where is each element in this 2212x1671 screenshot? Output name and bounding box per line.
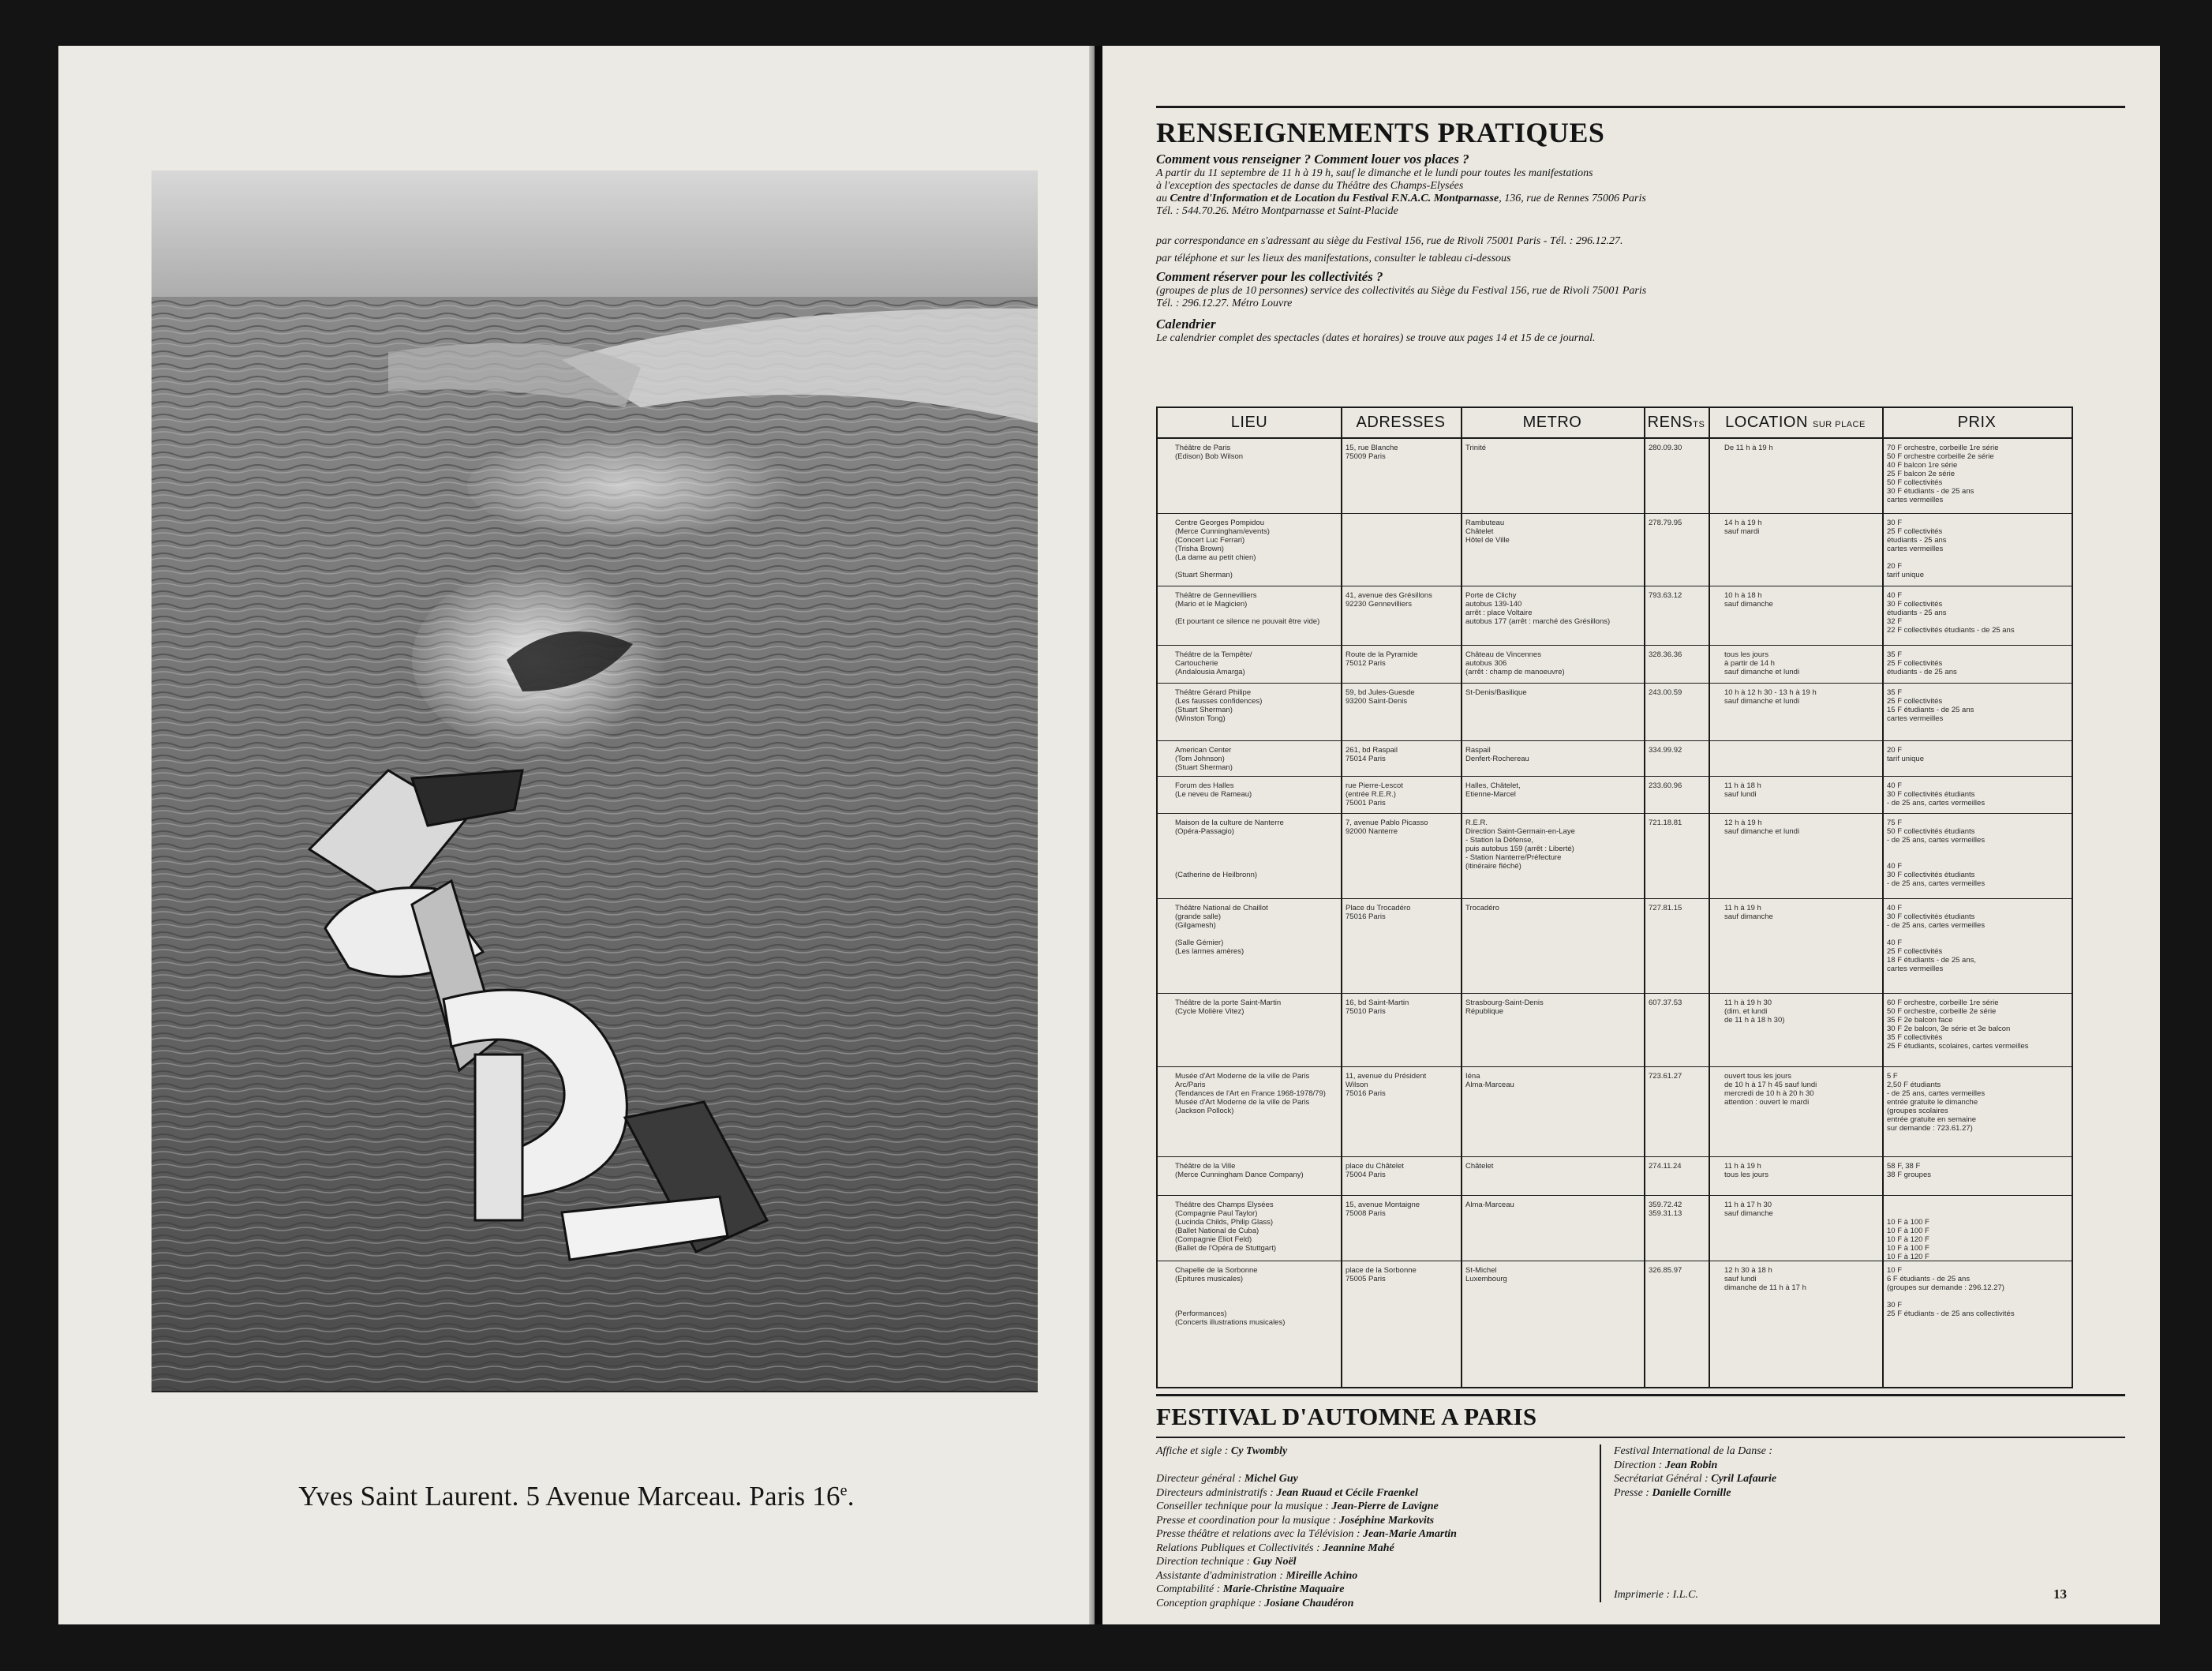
cell-rens: 359.72.42 359.31.13	[1649, 1201, 1682, 1218]
table-row	[1158, 1157, 2072, 1196]
cell-metro: Alma-Marceau	[1465, 1201, 1514, 1209]
cell-adresse: 16, bd Saint-Martin 75010 Paris	[1346, 998, 1409, 1016]
credit-role: Presse :	[1614, 1486, 1652, 1499]
cell-prix: 58 F, 38 F 38 F groupes	[1887, 1162, 1931, 1179]
credit-line	[1156, 1444, 1598, 1459]
cell-prix: 30 F 25 F collectivités étudiants - 25 ans cartes vermeilles 20 F tarif unique	[1887, 519, 1947, 579]
column-header-rens	[1644, 408, 1709, 439]
cell-location: 10 h à 18 h sauf dimanche	[1724, 591, 1773, 609]
cell-lieu: Théâtre des Champs Elysées (Compagnie Paul Taylor) (Lucinda Childs, Philip Glass) (Ballet National de Cuba) (Compagnie Eliot Feld) (Ballet de l'Opéra de Stuttgart)	[1175, 1201, 1277, 1253]
info-line: A partir du 11 septembre de 11 h à 19 h, sauf le dimanche et le lundi pour toutes les manifestations	[1156, 167, 1593, 179]
info-fnac-center: Centre d'Information et de Location du Festival F.N.A.C. Montparnasse	[1170, 193, 1499, 204]
cell-rens: 243.00.59	[1649, 688, 1682, 697]
cell-adresse: 261, bd Raspail 75014 Paris	[1346, 746, 1398, 763]
cell-prix: 20 F tarif unique	[1887, 746, 1925, 763]
table-row	[1158, 439, 2072, 514]
table-row	[1158, 646, 2072, 684]
credit-line	[1156, 1569, 1598, 1583]
table-row	[1158, 777, 2072, 814]
cell-adresse: rue Pierre-Lescot (entrée R.E.R.) 75001 Paris	[1346, 781, 1403, 807]
cell-location: 11 h à 17 h 30 sauf dimanche	[1724, 1201, 1773, 1218]
cell-rens: 723.61.27	[1649, 1072, 1682, 1081]
info-fragment: au	[1156, 193, 1170, 204]
credit-name: Jeannine Mahé	[1323, 1542, 1394, 1554]
column-header-metro: METRO	[1461, 408, 1644, 439]
credit-name: Jean Ruaud et Cécile Fraenkel	[1276, 1486, 1418, 1499]
cell-metro: Porte de Clichy autobus 139-140 arrêt : place Voltaire autobus 177 (arrêt : marché des Grésillons)	[1465, 591, 1611, 626]
ad-caption-text: Yves Saint Laurent. 5 Avenue Marceau. Paris 16	[298, 1481, 840, 1512]
table-row	[1158, 586, 2072, 646]
credit-line	[1614, 1444, 2087, 1459]
cell-metro: Iéna Alma-Marceau	[1465, 1072, 1514, 1089]
cell-prix: 60 F orchestre, corbeille 1re série 50 F orchestre, corbeille 2e série 35 F 2e balcon face 30 F 2e balcon, 3e série et 3e balcon 35 F collectivités 25 F étudiants, scolaires, cartes vermeilles	[1887, 998, 2029, 1051]
credit-name: Josiane Chaudéron	[1264, 1597, 1354, 1609]
cell-metro: Châtelet	[1465, 1162, 1494, 1171]
cell-rens: 328.36.36	[1649, 650, 1682, 659]
cell-metro: Rambuteau Châtelet Hôtel de Ville	[1465, 519, 1510, 545]
cell-prix: 75 F 50 F collectivités étudiants - de 25 ans, cartes vermeilles 40 F 30 F collectivités étudiants - de 25 ans, cartes vermeilles	[1887, 819, 1986, 888]
cell-location: 11 h à 18 h sauf lundi	[1724, 781, 1761, 799]
page-title: RENSEIGNEMENTS PRATIQUES	[1156, 117, 1605, 148]
festival-header	[1156, 1394, 2125, 1431]
cell-lieu: Théâtre de la porte Saint-Martin (Cycle Molière Vitez)	[1175, 998, 1282, 1016]
cell-adresse: Route de la Pyramide 75012 Paris	[1346, 650, 1418, 668]
cell-rens: 278.79.95	[1649, 519, 1682, 527]
credit-line	[1156, 1555, 1598, 1569]
credit-line	[1156, 1597, 1598, 1611]
info-question-2: Comment réserver pour les collectivités ?	[1156, 269, 1383, 284]
table-row	[1158, 1261, 2072, 1338]
cell-prix: 35 F 25 F collectivités étudiants - de 25 ans	[1887, 650, 1957, 676]
credit-line	[1156, 1542, 1598, 1556]
credit-name: Jean Robin	[1664, 1459, 1718, 1471]
cell-rens: 326.85.97	[1649, 1266, 1682, 1275]
cell-lieu: American Center (Tom Johnson) (Stuart Sherman)	[1175, 746, 1233, 772]
cell-location: 11 h à 19 h tous les jours	[1724, 1162, 1768, 1179]
cell-metro: Strasbourg-Saint-Denis République	[1465, 998, 1544, 1016]
credit-role: Conception graphique :	[1156, 1597, 1265, 1609]
cell-metro: Raspail Denfert-Rochereau	[1465, 746, 1529, 763]
cell-adresse: 11, avenue du Président Wilson 75016 Paris	[1346, 1072, 1427, 1098]
credit-role: Direction :	[1614, 1459, 1665, 1471]
credit-role: Festival International de la Danse :	[1614, 1445, 1773, 1457]
cell-adresse: 59, bd Jules-Guesde 93200 Saint-Denis	[1346, 688, 1415, 706]
info-question-1: Comment vous renseigner ? Comment louer vos places ?	[1156, 152, 1469, 167]
table-row	[1158, 741, 2072, 777]
column-header-lieu: LIEU	[1158, 408, 1341, 439]
credit-role: Presse et coordination pour la musique :	[1156, 1514, 1339, 1527]
cell-adresse: 41, avenue des Grésillons 92230 Gennevilliers	[1346, 591, 1432, 609]
cell-metro: R.E.R. Direction Saint-Germain-en-Laye - Station la Défense, puis autobus 159 (arrêt : Liberté) - Station Nanterre/Préfecture (itinéraire fléché)	[1465, 819, 1575, 871]
credit-name: Marie-Christine Maquaire	[1222, 1583, 1345, 1595]
cell-rens: 607.37.53	[1649, 998, 1682, 1007]
cell-prix: 40 F 30 F collectivités étudiants - 25 ans 32 F 22 F collectivités étudiants - de 25 ans	[1887, 591, 2015, 635]
credit-line	[1156, 1583, 1598, 1597]
info-how-to-book	[1156, 153, 2135, 218]
venue-table	[1156, 407, 2073, 1388]
info-calendar	[1156, 318, 2135, 345]
credit-role: Affiche et sigle :	[1156, 1445, 1231, 1457]
column-header-location	[1709, 408, 1882, 439]
rens-label: RENS	[1647, 414, 1694, 431]
info-fragment: , 136, rue de Rennes 75006 Paris	[1499, 193, 1646, 204]
cell-lieu: Forum des Halles (Le neveu de Rameau)	[1175, 781, 1252, 799]
credit-name: Guy Noël	[1252, 1556, 1297, 1568]
cell-metro: Halles, Châtelet, Etienne-Marcel	[1465, 781, 1521, 799]
cell-prix: 10 F à 100 F 10 F à 100 F 10 F à 120 F 10 F à 100 F 10 F à 120 F	[1887, 1218, 1929, 1261]
table-row	[1158, 814, 2072, 899]
credit-role: Comptabilité :	[1156, 1583, 1223, 1595]
cell-lieu: Théâtre Gérard Philipe (Les fausses confidences) (Stuart Sherman) (Winston Tong)	[1175, 688, 1263, 723]
cell-adresse: 7, avenue Pablo Picasso 92000 Nanterre	[1346, 819, 1428, 836]
credit-role: Secrétariat Général :	[1614, 1473, 1712, 1485]
info-line: Tél. : 296.12.27. Métro Louvre	[1156, 298, 1293, 309]
printer-line: Imprimerie : I.L.C.	[1614, 1589, 1698, 1601]
ad-caption-superscript: e	[840, 1482, 848, 1500]
credit-line	[1156, 1514, 1598, 1528]
cell-prix: 5 F 2,50 F étudiants - de 25 ans, cartes vermeilles entrée gratuite le dimanche (groupes scolaires entrée gratuite en semaine sur demande : 723.61.27)	[1887, 1072, 1986, 1133]
rens-suffix: TS	[1693, 420, 1705, 429]
info-line	[1156, 193, 2135, 205]
cell-prix: 10 F 6 F étudiants - de 25 ans (groupes sur demande : 296.12.27) 30 F 25 F étudiants - de 25 ans collectivités	[1887, 1266, 2015, 1318]
info-line: à l'exception des spectacles de danse du Théâtre des Champs-Elysées	[1156, 180, 1464, 192]
ad-caption	[58, 1481, 1095, 1512]
cell-prix: 35 F 25 F collectivités 15 F étudiants - de 25 ans cartes vermeilles	[1887, 688, 1974, 723]
cell-rens: 727.81.15	[1649, 904, 1682, 912]
cell-prix: 70 F orchestre, corbeille 1re série 50 F orchestre corbeille 2e série 40 F balcon 1re série 25 F balcon 2e série 50 F collectivités 30 F étudiants - de 25 ans cartes vermeilles	[1887, 444, 1999, 504]
table-row	[1158, 994, 2072, 1067]
cell-location: 11 h à 19 h 30 (dim. et lundi de 11 h à 18 h 30)	[1724, 998, 1785, 1025]
cell-rens: 721.18.81	[1649, 819, 1682, 827]
credit-role: Direction technique :	[1156, 1556, 1253, 1568]
cell-location: tous les jours à partir de 14 h sauf dimanche et lundi	[1724, 650, 1800, 676]
info-line: Tél. : 544.70.26. Métro Montparnasse et Saint-Placide	[1156, 205, 1398, 217]
credits-left	[1156, 1444, 1598, 1610]
cell-prix: 40 F 30 F collectivités étudiants - de 25 ans, cartes vermeilles 40 F 25 F collectivités 18 F étudiants - de 25 ans, cartes vermeilles	[1887, 904, 1986, 973]
desert-sculpture-image	[152, 170, 1038, 1392]
cell-location: De 11 h à 19 h	[1724, 444, 1773, 452]
info-question-3: Calendrier	[1156, 317, 1216, 332]
cell-prix: 40 F 30 F collectivités étudiants - de 25 ans, cartes vermeilles	[1887, 781, 1986, 807]
info-correspondence	[1156, 235, 2135, 248]
page-number: 13	[2053, 1587, 2067, 1602]
cell-lieu: Théâtre de la Tempête/ Cartoucherie (Andalousia Amarga)	[1175, 650, 1252, 676]
info-line: par téléphone et sur les lieux des manifestations, consulter le tableau ci-dessous	[1156, 253, 1511, 264]
info-line: par correspondance en s'adressant au siège du Festival 156, rue de Rivoli 75001 Paris - Tél. : 296.12.27.	[1156, 235, 1623, 247]
credit-role: Conseiller technique pour la musique :	[1156, 1501, 1332, 1512]
credit-line	[1156, 1527, 1598, 1542]
info-line: Le calendrier complet des spectacles (dates et horaires) se trouve aux pages 14 et 15 de ce journal.	[1156, 332, 1596, 344]
cell-location: 14 h à 19 h sauf mardi	[1724, 519, 1762, 536]
cell-rens: 274.11.24	[1649, 1162, 1682, 1171]
festival-divider	[1156, 1437, 2125, 1438]
cell-adresse: place du Châtelet 75004 Paris	[1346, 1162, 1404, 1179]
cell-rens: 280.09.30	[1649, 444, 1682, 452]
location-suffix: SUR PLACE	[1812, 420, 1866, 429]
credit-line	[1614, 1459, 2087, 1473]
credit-line	[1614, 1472, 2087, 1486]
cell-metro: Trocadéro	[1465, 904, 1499, 912]
cell-lieu: Chapelle de la Sorbonne (Epitures musicales) (Performances) (Concerts illustrations musicales)	[1175, 1266, 1286, 1327]
credit-role: Presse théâtre et relations avec la Télévision :	[1156, 1528, 1364, 1540]
cell-location: ouvert tous les jours de 10 h à 17 h 45 sauf lundi mercredi de 10 h à 20 h 30 attention : ouvert le mardi	[1724, 1072, 1817, 1107]
cell-lieu: Maison de la culture de Nanterre (Opéra-Passagio) (Catherine de Heilbronn)	[1175, 819, 1284, 879]
cell-metro: Trinité	[1465, 444, 1487, 452]
credit-line	[1156, 1486, 1598, 1501]
cell-adresse: Place du Trocadéro 75016 Paris	[1346, 904, 1411, 921]
cell-adresse: place de la Sorbonne 75005 Paris	[1346, 1266, 1417, 1283]
cell-rens: 233.60.96	[1649, 781, 1682, 790]
cell-lieu: Théâtre de Gennevilliers (Mario et le Magicien) (Et pourtant ce silence ne pouvait être vide)	[1175, 591, 1320, 626]
location-label: LOCATION	[1725, 414, 1808, 431]
cell-lieu: Théâtre de Paris (Edison) Bob Wilson	[1175, 444, 1244, 461]
credit-line	[1156, 1500, 1598, 1514]
column-header-prix: PRIX	[1882, 408, 2072, 439]
credit-name: Jean-Marie Amartin	[1363, 1528, 1457, 1540]
cell-adresse: 15, rue Blanche 75009 Paris	[1346, 444, 1398, 461]
cell-lieu: Théâtre National de Chaillot (grande salle) (Gilgamesh) (Salle Gémier) (Les larmes amères)	[1175, 904, 1268, 956]
practical-header	[1156, 106, 2125, 149]
cell-metro: Château de Vincennes autobus 306 (arrêt : champ de manoeuvre)	[1465, 650, 1565, 676]
credit-name: Cyril Lafaurie	[1711, 1473, 1777, 1485]
cell-rens: 334.99.92	[1649, 746, 1682, 755]
cell-location: 12 h à 19 h sauf dimanche et lundi	[1724, 819, 1800, 836]
cell-adresse: 15, avenue Montaigne 75008 Paris	[1346, 1201, 1420, 1218]
cell-metro: St-Denis/Basilique	[1465, 688, 1527, 697]
cell-lieu: Musée d'Art Moderne de la ville de Paris Arc/Paris (Tendances de l'Art en France 1968-1978/79) Musée d'Art Moderne de la ville de Paris (Jackson Pollock)	[1175, 1072, 1326, 1115]
credit-name: Danielle Cornille	[1652, 1486, 1731, 1499]
credit-role: Relations Publiques et Collectivités :	[1156, 1542, 1323, 1554]
credit-role: Assistante d'administration :	[1156, 1569, 1286, 1582]
cell-location: 12 h 30 à 18 h sauf lundi dimanche de 11 h à 17 h	[1724, 1266, 1806, 1292]
cell-location: 11 h à 19 h sauf dimanche	[1724, 904, 1773, 921]
left-page	[58, 46, 1095, 1624]
credits-right	[1614, 1444, 2087, 1500]
right-page	[1102, 46, 2160, 1624]
ysl-advertisement-photo	[152, 170, 1038, 1392]
ad-caption-period: .	[847, 1481, 855, 1512]
festival-title: FESTIVAL D'AUTOMNE A PARIS	[1156, 1403, 1537, 1430]
credit-name: Michel Guy	[1244, 1473, 1298, 1485]
cell-location: 10 h à 12 h 30 - 13 h à 19 h sauf dimanche et lundi	[1724, 688, 1817, 706]
info-telephone	[1156, 253, 2135, 265]
credit-name: Mireille Achino	[1286, 1569, 1358, 1582]
column-header-adresses: ADRESSES	[1341, 408, 1461, 439]
credit-name: Cy Twombly	[1230, 1445, 1288, 1457]
table-row	[1158, 684, 2072, 741]
info-line: (groupes de plus de 10 personnes) service des collectivités au Siège du Festival 156, rue de Rivoli 75001 Paris	[1156, 285, 1647, 297]
credit-line	[1156, 1459, 1598, 1473]
credit-name: Jean-Pierre de Lavigne	[1331, 1501, 1439, 1512]
cell-rens: 793.63.12	[1649, 591, 1682, 600]
table-row	[1158, 1196, 2072, 1261]
table-row	[1158, 514, 2072, 586]
credits-divider	[1600, 1444, 1601, 1602]
table-row	[1158, 1067, 2072, 1157]
info-groups	[1156, 271, 2135, 310]
cell-lieu: Théâtre de la Ville (Merce Cunningham Dance Company)	[1175, 1162, 1304, 1179]
credit-line	[1156, 1472, 1598, 1486]
credit-role: Directeurs administratifs :	[1156, 1486, 1277, 1499]
credit-line	[1614, 1486, 2087, 1501]
table-row	[1158, 899, 2072, 994]
credit-name: Joséphine Markovits	[1338, 1514, 1435, 1527]
cell-metro: St-Michel Luxembourg	[1465, 1266, 1507, 1283]
cell-lieu: Centre Georges Pompidou (Merce Cunningham/events) (Concert Luc Ferrari) (Trisha Brown) (La dame au petit chien) (Stuart Sherman)	[1175, 519, 1270, 579]
credit-role: Directeur général :	[1156, 1473, 1244, 1485]
